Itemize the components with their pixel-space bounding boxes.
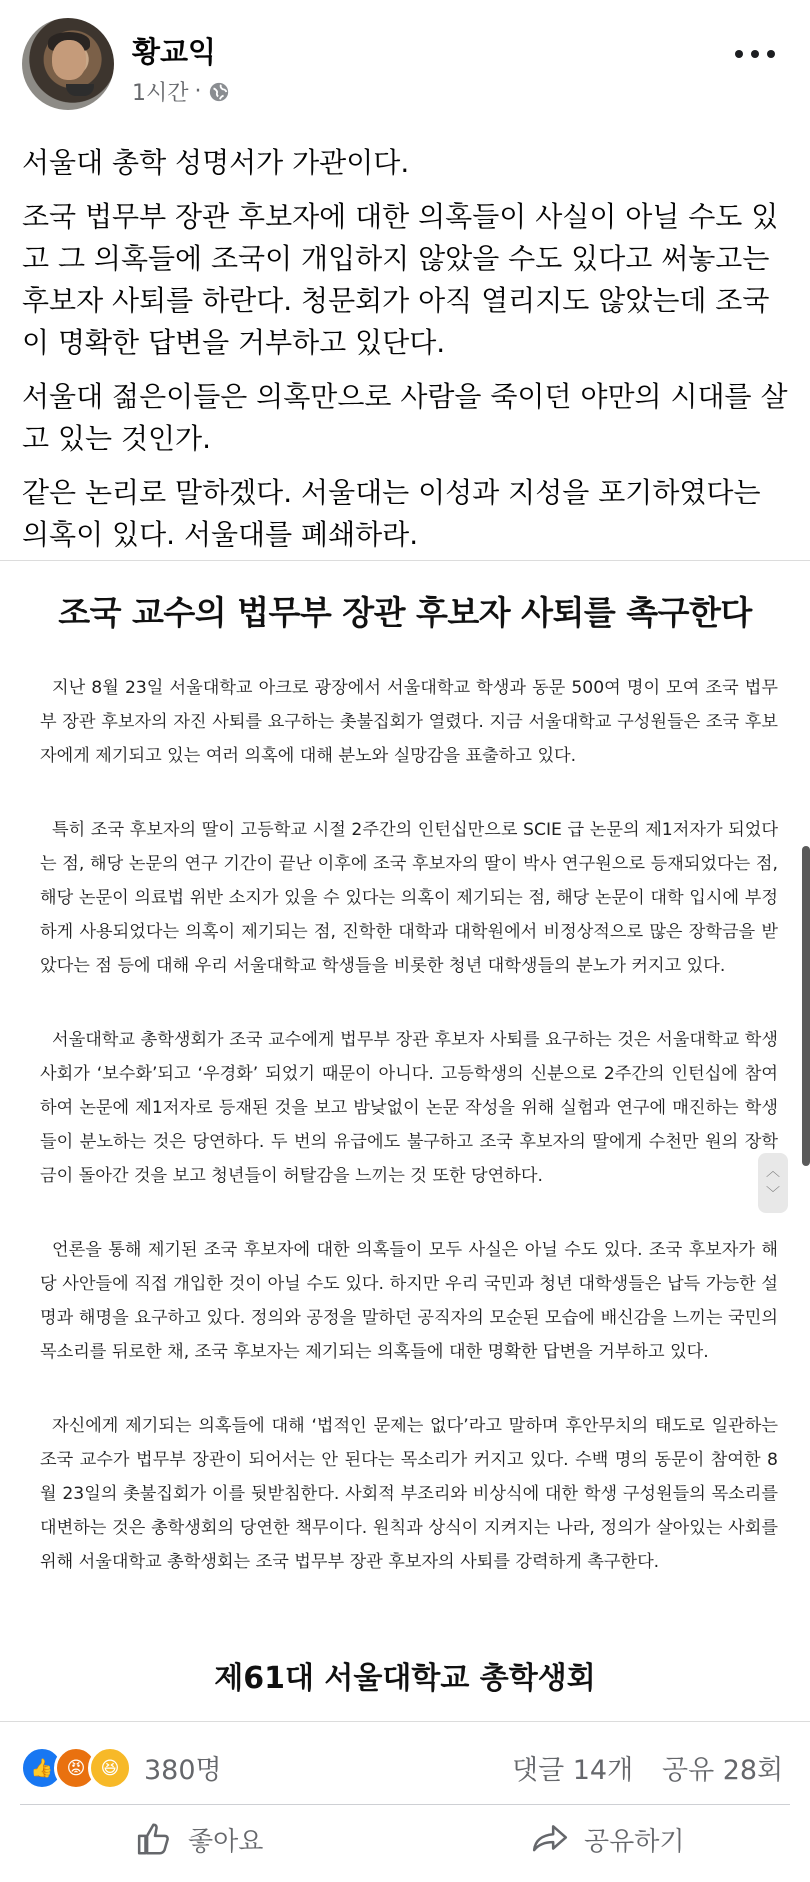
- globe-icon: [208, 81, 230, 103]
- more-dot: [751, 50, 759, 58]
- action-bar: [0, 1814, 810, 1874]
- reactions-bar: [0, 1740, 810, 1790]
- meta-separator: ·: [194, 79, 202, 104]
- statement-image[interactable]: [0, 560, 810, 1722]
- thumbs-up-icon: [136, 1820, 174, 1858]
- like-button[interactable]: [136, 1820, 263, 1858]
- chevron-down-icon[interactable]: ﹀: [766, 1186, 780, 1202]
- statement-signature: 제61대 서울대학교 총학생회: [214, 1661, 596, 1696]
- share-button[interactable]: [530, 1820, 684, 1858]
- share-arrow-icon: [530, 1820, 570, 1858]
- reaction-count[interactable]: 380명: [144, 1755, 222, 1786]
- avatar[interactable]: [22, 18, 114, 110]
- avatar-face: [52, 40, 86, 80]
- comment-count[interactable]: 댓글 14개: [512, 1755, 634, 1786]
- statement-paragraph: 지난 8월 23일 서울대학교 아크로 광장에서 서울대학교 학생과 동문 500여 명이 모여 조국 법무부 장관 후보자의 자진 사퇴를 요구하는 촛불집회가 열렸다. 지금 서울대학교 구성원들은 조국 후보자에게 제기되고 있는 여러 의혹에 대해 분노와 실망감을 표출하고 있다.: [40, 678, 778, 766]
- reaction-icons[interactable]: [20, 1746, 122, 1790]
- divider: [20, 1804, 790, 1805]
- more-dot: [735, 50, 743, 58]
- statement-paragraph: 서울대학교 총학생회가 조국 교수에게 법무부 장관 후보자 사퇴를 요구하는 것은 서울대학교 학생사회가 ‘보수화’되고 ‘우경화’ 되었기 때문이 아니다. 고등학생의 신분으로 2주간의 인턴십에 참여하여 논문에 제1저자로 등재된 것을 보고 밤낮없이 논문 작성을 위해 실험과 연구에 매진하는 학생들이 분노하는 것은 당연하다. 두 번의 유급에도 불구하고 조국 후보자의 딸에게 수천만 원의 장학금이 돌아간 것을 보고 청년들이 허탈감을 느끼는 것 또한 당연하다.: [40, 1030, 778, 1186]
- scrollbar-thumb[interactable]: [802, 846, 810, 1166]
- post-header: [0, 0, 810, 130]
- share-count[interactable]: 공유 28회: [662, 1755, 784, 1786]
- avatar-cup: [66, 84, 94, 96]
- post-paragraph: 조국 법무부 장관 후보자에 대한 의혹들이 사실이 아닐 수도 있고 그 의혹들에 조국이 개입하지 않았을 수도 있다고 써놓고는 후보자 사퇴를 하란다. 청문회가 아직 열리지도 않았는데 조국이 명확한 답변을 거부하고 있단다.: [22, 200, 779, 359]
- post-paragraph: 같은 논리로 말하겠다. 서울대는 이성과 지성을 포기하였다는 의혹이 있다. 서울대를 폐쇄하라.: [22, 476, 761, 551]
- post-text: [22, 142, 792, 568]
- like-label: 좋아요: [188, 1826, 264, 1857]
- statement-paragraph: 특히 조국 후보자의 딸이 고등학교 시절 2주간의 인턴십만으로 SCIE 급 논문의 제1저자가 되었다는 점, 해당 논문의 연구 기간이 끝난 이후에 조국 후보자의 딸이 박사 연구원으로 등재되었다는 점, 해당 논문이 의료법 위반 소지가 있을 수 있다는 의혹이 제기되는 점, 해당 논문이 대학 입시에 부정하게 사용되었다는 의혹이 제기되는 점, 진학한 대학과 대학원에서 비정상적으로 많은 장학금을 받았다는 점 등에 대해 우리 서울대학교 학생들을 비롯한 청년 대학생들의 분노가 커지고 있다.: [40, 820, 778, 976]
- post-time[interactable]: 1시간: [132, 81, 189, 106]
- statement-title: 조국 교수의 법무부 장관 후보자 사퇴를 촉구한다: [58, 593, 752, 632]
- statement-body: [40, 671, 778, 1619]
- share-label: 공유하기: [584, 1826, 685, 1857]
- statement-paragraph: 언론을 통해 제기된 조국 후보자에 대한 의혹들이 모두 사실은 아닐 수도 있다. 조국 후보자가 해당 사안들에 직접 개입한 것이 아닐 수도 있다. 하지만 우리 국민과 청년 대학생들은 납득 가능한 설명과 해명을 요구하고 있다. 정의와 공정을 말하던 공직자의 모순된 모습에 배신감을 느끼는 국민의 목소리를 뒤로한 채, 조국 후보자는 제기되는 의혹들에 대한 명확한 답변을 거부하고 있다.: [40, 1240, 778, 1362]
- statement-paragraph: 자신에게 제기되는 의혹들에 대해 ‘법적인 문제는 없다’라고 말하며 후안무치의 태도로 일관하는 조국 교수가 법무부 장관이 되어서는 안 된다는 목소리가 커지고 있다. 수백 명의 동문이 참여한 8월 23일의 촛불집회가 이를 뒷받침한다. 사회적 부조리와 비상식에 대한 학생 구성원들의 목소리를 대변하는 것은 총학생회의 당연한 책무이다. 원칙과 상식이 지켜지는 나라, 정의가 살아있는 사회를 위해 서울대학교 총학생회는 조국 법무부 장관 후보자의 사퇴를 강력하게 촉구한다.: [40, 1416, 778, 1572]
- author-name[interactable]: 황교익: [132, 35, 217, 69]
- scroll-arrows[interactable]: [758, 1153, 788, 1213]
- more-options-icon[interactable]: [730, 40, 780, 68]
- post-paragraph: 서울대 총학 성명서가 가관이다.: [22, 146, 410, 179]
- more-dot: [767, 50, 775, 58]
- post-paragraph: 서울대 젊은이들은 의혹만으로 사람을 죽이던 야만의 시대를 살고 있는 것인가.: [22, 380, 788, 455]
- post-meta: [132, 76, 230, 107]
- angry-reaction-icon: 😡: [54, 1746, 98, 1790]
- chevron-up-icon[interactable]: ︿: [766, 1164, 780, 1180]
- like-reaction-icon: 👍: [20, 1746, 64, 1790]
- haha-reaction-icon: 😆: [88, 1746, 132, 1790]
